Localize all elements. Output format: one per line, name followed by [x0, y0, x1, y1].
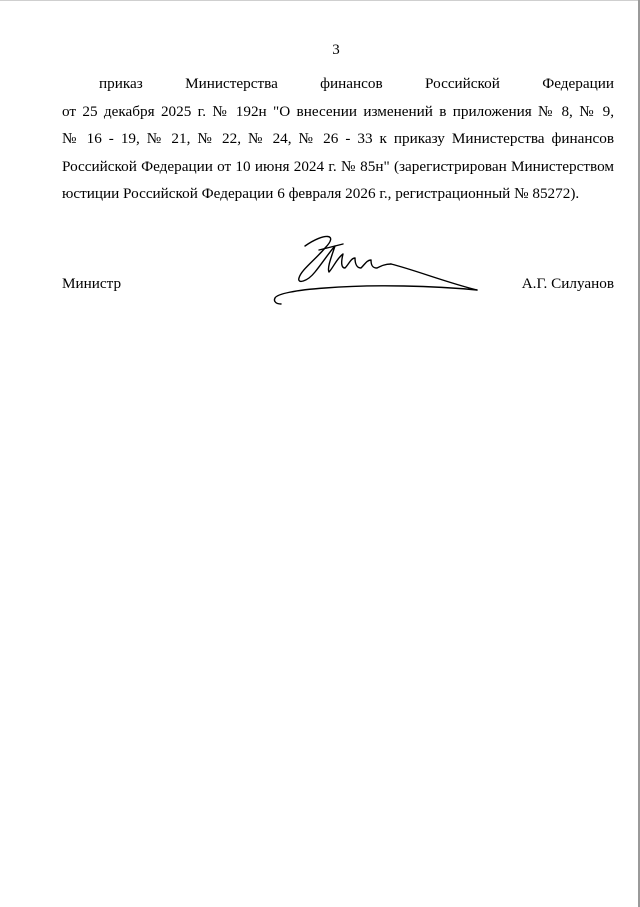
handwritten-signature — [265, 228, 485, 318]
text-line: юстиции Российской Федерации 6 февраля 2026 г., регистрационный № 85272). — [62, 185, 580, 202]
paragraph — [62, 70, 614, 208]
page-number: 3 — [332, 42, 340, 58]
text-line: № 16 - 19, № 21, № 22, № 24, № 26 - 33 к приказу Министерства финансов — [62, 130, 614, 147]
signatory-position: Министр — [62, 275, 122, 292]
text-line: приказ Министерства финансов Российской Федерации — [99, 75, 614, 92]
text-line: Российской Федерации от 10 июня 2024 г. № 85н" (зарегистрирован Министерством — [62, 157, 614, 175]
document-body — [62, 70, 614, 208]
text-line: от 25 декабря 2025 г. № 192н "О внесении изменений в приложения № 8, № 9, — [62, 102, 614, 120]
page-top-edge — [0, 0, 640, 1]
signatory-name: А.Г. Силуанов — [521, 275, 614, 292]
